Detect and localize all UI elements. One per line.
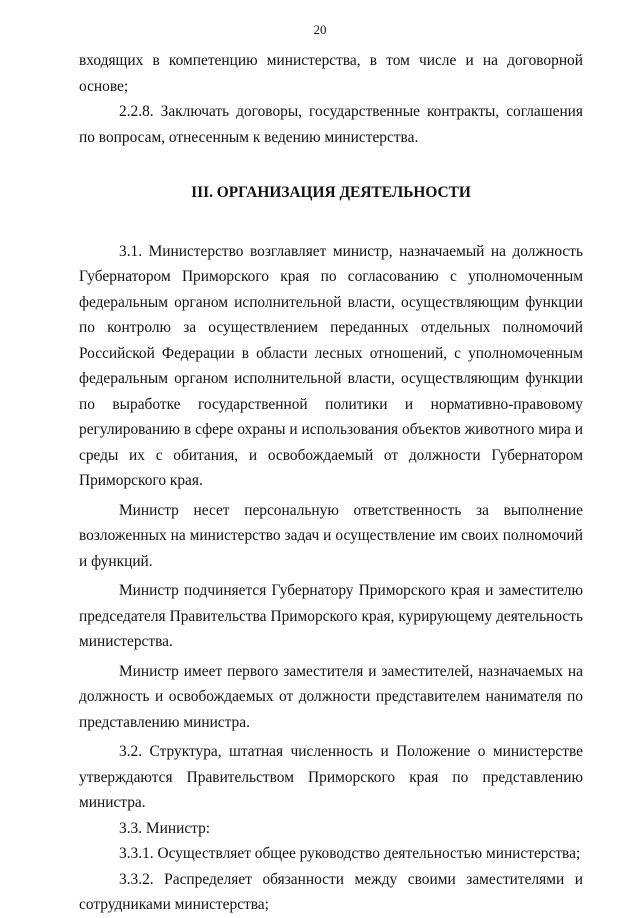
paragraph-2-2-8: 2.2.8. Заключать договоры, государственные контракты, соглашения по вопросам, отнесенным к ведению министерства. — [79, 103, 583, 146]
paragraph-minister-deputies: Министр имеет первого заместителя и заместителей, назначаемых на должность и освобождаемых от должности представителем нанимателя по представлению министра. — [79, 662, 583, 731]
paragraph-3-1: 3.1. Министерство возглавляет министр, назначаемый на должность Губернатором Приморского края по согласованию с уполномоченным федеральным органом исполнительной власти, осуществляющим функции по контролю за осуществлением переданных отдельных полномочий Российской Федерации в области лесных отношений, с уполномоченным федеральным органом исполнительной власти, осуществляющим функции по выработке государственной политики и нормативно-правовому регулированию в сфере охраны и использования объектов животного мира и среды их с обитания, и освобождаемый от должности Губернатором Приморского края. — [79, 242, 583, 489]
paragraph-3-3: 3.3. Министр: — [119, 819, 211, 837]
paragraph-minister-responsibility: Министр несет персональную ответственность за выполнение возложенных на министерство задач и осуществление им своих полномочий и функций. — [79, 501, 583, 570]
paragraph-3-3-1: 3.3.1. Осуществляет общее руководство деятельностью министерства; — [119, 845, 581, 862]
section-heading: III. ОРГАНИЗАЦИЯ ДЕЯТЕЛЬНОСТИ — [191, 184, 471, 201]
paragraph-3-2: 3.2. Структура, штатная численность и Положение о министерстве утверждаются Правительством Приморского края по представлению министра. — [79, 743, 583, 811]
paragraph-continuation: входящих в компетенцию министерства, в том числе и на договорной основе; — [79, 52, 583, 95]
document-body — [79, 48, 583, 918]
page-number: 20 — [313, 22, 327, 37]
paragraph-minister-subordination: Министр подчиняется Губернатору Приморского края и заместителю председателя Правительства Приморского края, курирующему деятельность министерства. — [79, 582, 583, 650]
paragraph-3-3-2: 3.3.2. Распределяет обязанности между своими заместителями и сотрудниками министерства; — [79, 870, 583, 913]
